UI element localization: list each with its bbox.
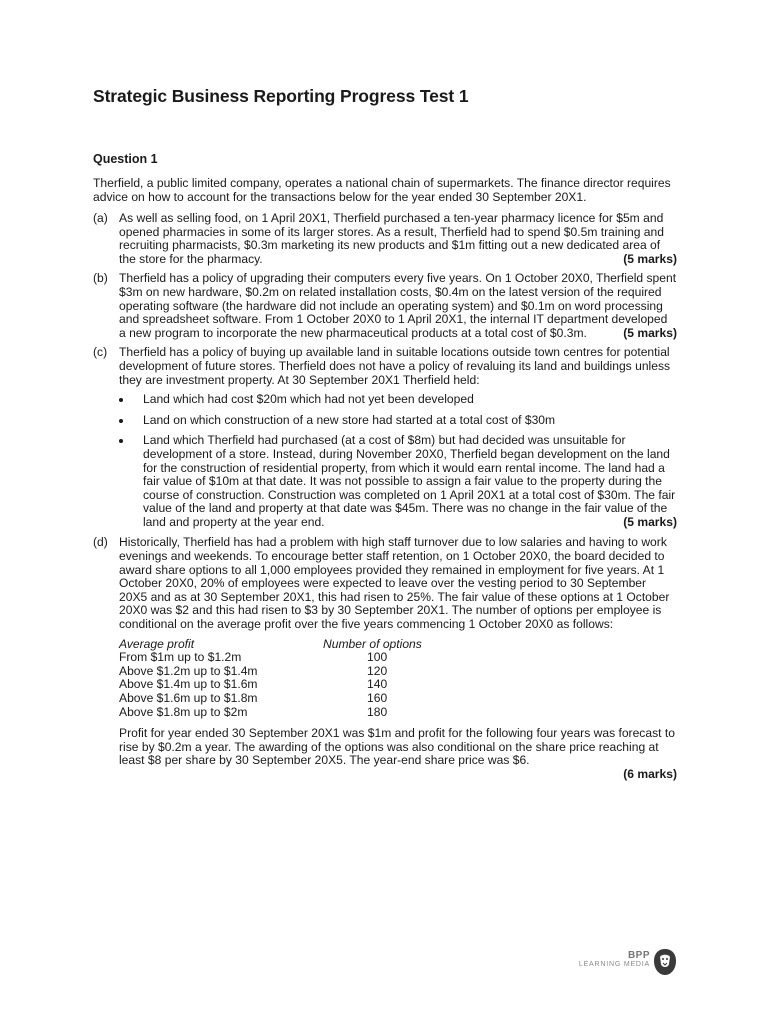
question-intro: Therfield, a public limited company, operates a national chain of supermarkets. The finance director requires advice on how to account for the transactions below for the year ended 30 September 20X1. xyxy=(93,176,671,204)
lion-head-icon xyxy=(652,948,678,976)
table-cell: 140 xyxy=(367,677,388,692)
table-cell: Above $1.4m up to $1.6m xyxy=(119,677,258,692)
part-d xyxy=(93,536,677,781)
part-a xyxy=(93,212,677,266)
logo-name: BPP xyxy=(627,950,650,961)
marks-label: (5 marks) xyxy=(623,325,677,340)
question-parts xyxy=(93,212,677,788)
part-letter: (a) xyxy=(93,211,108,225)
table-row xyxy=(119,692,433,706)
table-cell: Above $1.8m up to $2m xyxy=(119,704,248,719)
bullet-icon xyxy=(119,419,123,423)
logo-subtitle: LEARNING MEDIA xyxy=(578,961,650,968)
marks-label: (5 marks) xyxy=(623,514,677,529)
table-row xyxy=(119,665,433,679)
bpp-logo xyxy=(578,948,678,976)
table-row xyxy=(119,678,433,692)
table-cell: Above $1.2m up to $1.4m xyxy=(119,663,258,678)
table-header-row xyxy=(119,638,433,652)
options-table xyxy=(119,638,433,720)
list-item: Land which Therfield had purchased (at a cost of $8m) but had decided was unsuitable for development of a store. Instead, during November 20X0, Therfield began development on the land for the construction of residential property, from which it would earn rental income. The land had a fair value of $10m at that date. It was not possible to assign a fair value to the property during the course of construction. Construction was completed on 1 April 20X1 at a total cost of $30m. The fair value of the land and property at that date was $45m. There was no change in the fair value of the land and property at the year end. (5 marks) xyxy=(119,434,677,529)
marks-label: (6 marks) xyxy=(623,766,677,781)
column-header: Number of options xyxy=(323,636,422,651)
marks-label: (5 marks) xyxy=(623,251,677,266)
table-cell: 100 xyxy=(367,650,388,665)
question-heading: Question 1 xyxy=(93,152,158,166)
land-holdings-list xyxy=(119,393,677,529)
part-c xyxy=(93,346,677,529)
part-text: Therfield has a policy of buying up available land in suitable locations outside town centres for potential development of future stores. Therfield does not have a policy of revaluing its land and buildings unless they are investment property. At 30 September 20X1 Therfield held: xyxy=(119,345,671,387)
list-item: Land which had cost $20m which had not yet been developed xyxy=(119,393,677,407)
part-text-continued: Profit for year ended 30 September 20X1 was $1m and profit for the following four years was forecast to rise by $0.2m a year. The awarding of the options was also conditional on the share price reaching at least $8 per share by 30 September 20X5. The year-end share price was $6. xyxy=(119,726,675,768)
table-cell: 160 xyxy=(367,691,388,705)
table-cell: 180 xyxy=(367,704,388,719)
bullet-icon xyxy=(119,398,123,402)
part-letter: (c) xyxy=(93,345,108,360)
part-letter: (b) xyxy=(93,271,108,286)
page-title: Strategic Business Reporting Progress Test 1 xyxy=(93,86,469,106)
table-cell: From $1m up to $1.2m xyxy=(119,650,242,665)
part-b xyxy=(93,272,677,340)
table-row xyxy=(119,651,433,665)
table-row xyxy=(119,706,433,720)
part-letter: (d) xyxy=(93,535,108,550)
column-header: Average profit xyxy=(119,636,195,651)
part-text: Historically, Therfield has had a problem with high staff turnover due to low salaries and having to work evenings and weekends. To encourage better staff retention, on 1 October 20X0, the board decided to award share options to all 1,000 employees provided they remained in employment for five years. At 1 October 20X0, 20% of employees were expected to leave over the vesting period to 30 September 20X5 and as at 30 September 20X1, this had risen to 25%. The fair value of these options at 1 October 20X0 was $2 and this had risen to $3 by 30 September 20X1. The number of options per employee is conditional on the average profit over the five years commencing 1 October 20X0 as follows: xyxy=(119,535,670,632)
table-cell: Above $1.6m up to $1.8m xyxy=(119,691,258,705)
table-cell: 120 xyxy=(367,663,388,678)
part-text: As well as selling food, on 1 April 20X1, Therfield purchased a ten-year pharmacy licence for $5m and opened pharmacies in some of its larger stores. As a result, Therfield had to spend $0.5m training and recruiting pharmacists, $0.3m marketing its new products and $1m fitting out a new dedicated area of the store for the pharmacy. (5 marks) xyxy=(119,211,677,266)
list-item: Land on which construction of a new store had started at a total cost of $30m xyxy=(119,414,677,428)
part-text: Therfield has a policy of upgrading their computers every five years. On 1 October 20X0, Therfield spent $3m on new hardware, $0.2m on related installation costs, $0.4m on the latest version of the required operating software (the hardware did not include an operating system) and $0.1m on word processing and spreadsheet software. From 1 October 20X0 to 1 April 20X1, the internal IT department developed a new program to incorporate the new pharmaceutical products at a total cost of $0.3m. (5 marks) xyxy=(119,271,677,340)
bullet-icon xyxy=(119,439,123,443)
